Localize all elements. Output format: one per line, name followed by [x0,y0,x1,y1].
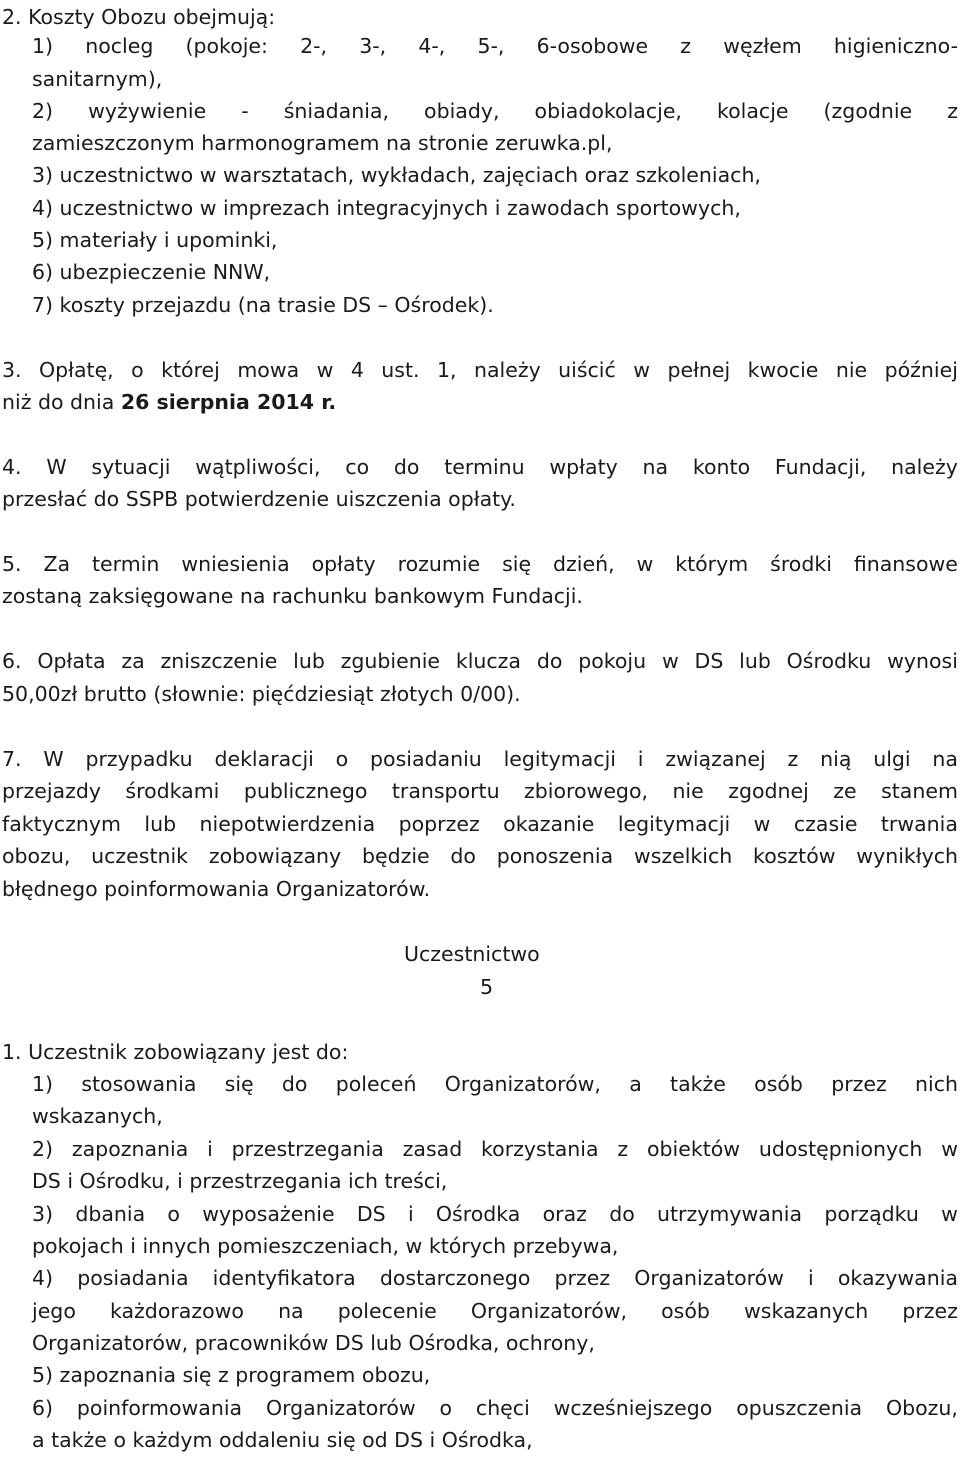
word: W [43,747,64,771]
word: DS [356,1202,386,1226]
word: kolacje [716,99,789,123]
word: z [947,99,958,123]
word: Fundacji, [774,455,867,479]
duty-6-cont: a także o każdym oddaleniu się od DS i Ośrodka, [32,1428,533,1452]
word: Organizatorów, [470,1299,628,1323]
word: wcześniejszego [553,1396,713,1420]
word: faktycznym [2,812,121,836]
duty-1 [32,1071,958,1097]
section-2-item-1 [32,33,958,59]
word: zobowiązany [208,844,342,868]
word: a [629,1072,642,1096]
duty-4 [32,1265,958,1291]
duty-6 [32,1395,958,1421]
word: ze [833,779,857,803]
section-heading-title: Uczestnictwo [404,942,540,966]
word: przypadku [85,747,193,771]
word: poprzez [398,812,480,836]
word: higieniczno- [833,34,958,58]
word: okazywania [837,1266,958,1290]
word: 2) [32,99,54,123]
word: każdorazowo [109,1299,244,1323]
word: środkami [125,779,220,803]
word: posiadania [77,1266,189,1290]
word: przejazdy [2,779,101,803]
word: lub [144,812,177,836]
word: terminu [444,455,525,479]
word: przez [554,1266,611,1290]
word: co [345,455,370,479]
word: posiadaniu [370,747,482,771]
word: rozumie [397,552,481,576]
section-2-item-1-cont: sanitarnym), [32,67,163,91]
duties-intro: 1. Uczestnik zobowiązany jest do: [2,1040,349,1064]
word: w [636,552,654,576]
word: w [941,1137,958,1161]
word: i [637,747,644,771]
word: się [502,552,532,576]
word: 7. [2,747,22,771]
duty-5: 5) zapoznania się z programem obozu, [32,1363,431,1387]
word: porządku [824,1202,919,1226]
duty-3 [32,1201,958,1227]
word: w [941,1202,958,1226]
word: wyposażenie [202,1202,335,1226]
word: uiścić [558,358,616,382]
section-7-line-3 [2,811,958,837]
word: Za [43,552,71,576]
word: i [207,1137,213,1161]
word: konto [692,455,751,479]
section-2-item-5: 5) materiały i upominki, [32,228,278,252]
word: 1, [436,358,457,382]
word: opłaty [311,552,376,576]
word: 6) [32,1396,54,1420]
section-6-line-1 [2,648,958,674]
section-3-deadline-prefix: niż do dnia [2,390,121,414]
word: 1) [32,1072,54,1096]
section-2-item-3: 3) uczestnictwo w warsztatach, wykładach, zajęciach oraz szkoleniach, [32,163,761,187]
section-4-line-1 [2,454,958,480]
section-3-deadline-date: 26 sierpnia 2014 r. [120,390,337,414]
word: o [439,1396,453,1420]
word: zgodnej [728,779,809,803]
word: i [808,1266,814,1290]
duty-2-cont: DS i Ośrodku, i przestrzegania ich treści, [32,1169,448,1193]
word: obiektów [646,1137,741,1161]
section-3-line-2 [2,389,336,415]
word: lub [293,649,325,673]
word: wpłaty [549,455,618,479]
word: także [670,1072,726,1096]
word: klucza [455,649,521,673]
word: śniadania, [283,99,389,123]
word: stosowania [81,1072,197,1096]
word: pełnej [667,358,731,382]
word: transportu [391,779,500,803]
word: okazanie [503,812,595,836]
word: 4-, [418,34,446,58]
word: ponoszenia [496,844,614,868]
word: legitymacji [617,812,731,836]
section-3-line-1 [2,357,958,383]
duty-2 [32,1136,958,1162]
section-7-line-1 [2,746,958,772]
word: 6-osobowe [536,34,649,58]
word: polecenie [337,1299,437,1323]
word: wszelkich [633,844,733,868]
word: W [46,455,67,479]
section-2-item-2 [32,98,958,124]
word: 4) [32,1266,54,1290]
section-6-line-2: 50,00zł brutto (słownie: pięćdziesiąt złotych 0/00). [2,682,521,706]
word: DS [694,649,724,673]
section-2-item-6: 6) ubezpieczenie NNW, [32,260,271,284]
word: termin [92,552,160,576]
word: zasad [402,1137,463,1161]
word: do [393,455,420,479]
word: nie [835,358,868,382]
word: 3. [2,358,22,382]
word: uczestnik [91,844,189,868]
duty-3-cont: pokojach i innych pomieszczeniach, w których przebywa, [32,1234,619,1258]
section-2-item-4: 4) uczestnictwo w imprezach integracyjnych i zawodach sportowych, [32,196,741,220]
word: Obozu, [885,1396,958,1420]
word: w [753,812,771,836]
word: finansowe [853,552,958,576]
word: do [609,1202,635,1226]
word: Organizatorów [265,1396,416,1420]
section-7-line-4 [2,843,958,869]
word: poinformowania [76,1396,243,1420]
word: o [167,1202,180,1226]
word: o [335,747,349,771]
section-2-intro: 2. Koszty Obozu obejmują: [2,5,276,29]
word: korzystania [481,1137,599,1161]
word: będzie [361,844,430,868]
word: publicznego [243,779,368,803]
word: wyżywienie [88,99,207,123]
word: - [241,99,249,123]
word: węzłem [723,34,802,58]
word: kwocie [747,358,819,382]
word: na [278,1299,304,1323]
word: czasie [793,812,858,836]
section-7-line-2 [2,778,958,804]
word: Ośrodka [435,1202,521,1226]
word: zniszczenie [160,649,278,673]
word: związanej [665,747,766,771]
word: trwania [880,812,958,836]
word: z [787,747,799,771]
word: 5-, [477,34,505,58]
word: należy [891,455,958,479]
word: kosztów [753,844,836,868]
word: i [407,1202,414,1226]
word: Opłata [37,649,106,673]
word: na [642,455,669,479]
word: poleceń [335,1072,417,1096]
duty-1-cont: wskazanych, [32,1104,163,1128]
section-2-item-7: 7) koszty przejazdu (na trasie DS – Ośrodek). [32,293,494,317]
word: w [633,358,650,382]
duty-4-cont-2: Organizatorów, pracowników DS lub Ośrodka, ochrony, [32,1331,595,1355]
word: ulgi [873,747,911,771]
word: 5. [2,552,22,576]
word: 2) [32,1137,54,1161]
section-4-line-2: przesłać do SSPB potwierdzenie uiszczenia opłaty. [2,487,516,511]
word: wątpliwości, [195,455,321,479]
word: Ośrodku [786,649,872,673]
word: Organizatorów, [444,1072,601,1096]
section-7-line-5: błędnego poinformowania Organizatorów. [2,877,431,901]
word: mowa [237,358,300,382]
word: do [281,1072,308,1096]
word: oraz [542,1202,587,1226]
word: nie [672,779,704,803]
word: środki [770,552,832,576]
word: nich [915,1072,958,1096]
section-5-line-1 [2,551,958,577]
word: udostępnionych [758,1137,923,1161]
word: obozu, [2,844,71,868]
word: wskazanych [744,1299,869,1323]
word: którym [675,552,749,576]
word: deklaracji [214,747,314,771]
word: stanem [881,779,958,803]
word: 3-, [359,34,387,58]
word: o [131,358,144,382]
word: której [161,358,220,382]
word: z [680,34,692,58]
word: dbania [75,1202,146,1226]
word: do [450,844,476,868]
paragraph-number-value: 5 [480,975,494,999]
word: za [121,649,145,673]
word: 1) [32,34,54,58]
word: wniesienia [181,552,290,576]
word: (pokoje: [185,34,268,58]
duty-4-cont-1 [32,1298,958,1324]
word: sytuacji [91,455,171,479]
word: przez [902,1299,958,1323]
word: dostarczonego [379,1266,531,1290]
word: niepotwierdzenia [199,812,376,836]
word: do [536,649,563,673]
word: ust. [381,358,420,382]
word: chęci [475,1396,530,1420]
word: 6. [2,649,22,673]
word: osób [754,1072,803,1096]
word: legitymacji [503,747,616,771]
word: dzień, [553,552,615,576]
word: należy [473,358,541,382]
word: 4 [350,358,364,382]
word: lub [739,649,771,673]
word: z [617,1137,629,1161]
word: 3) [32,1202,54,1226]
word: Organizatorów [634,1266,784,1290]
word: przestrzegania [231,1137,384,1161]
word: 4. [2,455,22,479]
word: wynosi [887,649,958,673]
word: opuszczenia [736,1396,863,1420]
section-5-line-2: zostaną zaksięgowane na rachunku bankowym Fundacji. [2,584,583,608]
section-2-item-2-cont: zamieszczonym harmonogramem na stronie zeruwka.pl, [32,131,613,155]
word: pokoju [578,649,647,673]
word: w [661,649,679,673]
word: zgubienie [340,649,441,673]
word: obiadokolacje, [534,99,682,123]
word: nią [820,747,852,771]
word: nocleg [85,34,154,58]
paragraph-number [466,974,493,1000]
word: wynikłych [856,844,958,868]
word: (zgodnie [823,99,913,123]
word: zbiorowego, [524,779,648,803]
word: na [932,747,958,771]
word: zapoznania [71,1137,189,1161]
word: się [224,1072,254,1096]
word: przez [831,1072,887,1096]
word: Opłatę, [39,358,114,382]
word: 2-, [300,34,328,58]
word: później [884,358,958,382]
word: jego [32,1299,76,1323]
word: identyfikatora [212,1266,356,1290]
word: w [316,358,334,382]
word: obiady, [424,99,500,123]
word: osób [661,1299,710,1323]
word: utrzymywania [657,1202,803,1226]
